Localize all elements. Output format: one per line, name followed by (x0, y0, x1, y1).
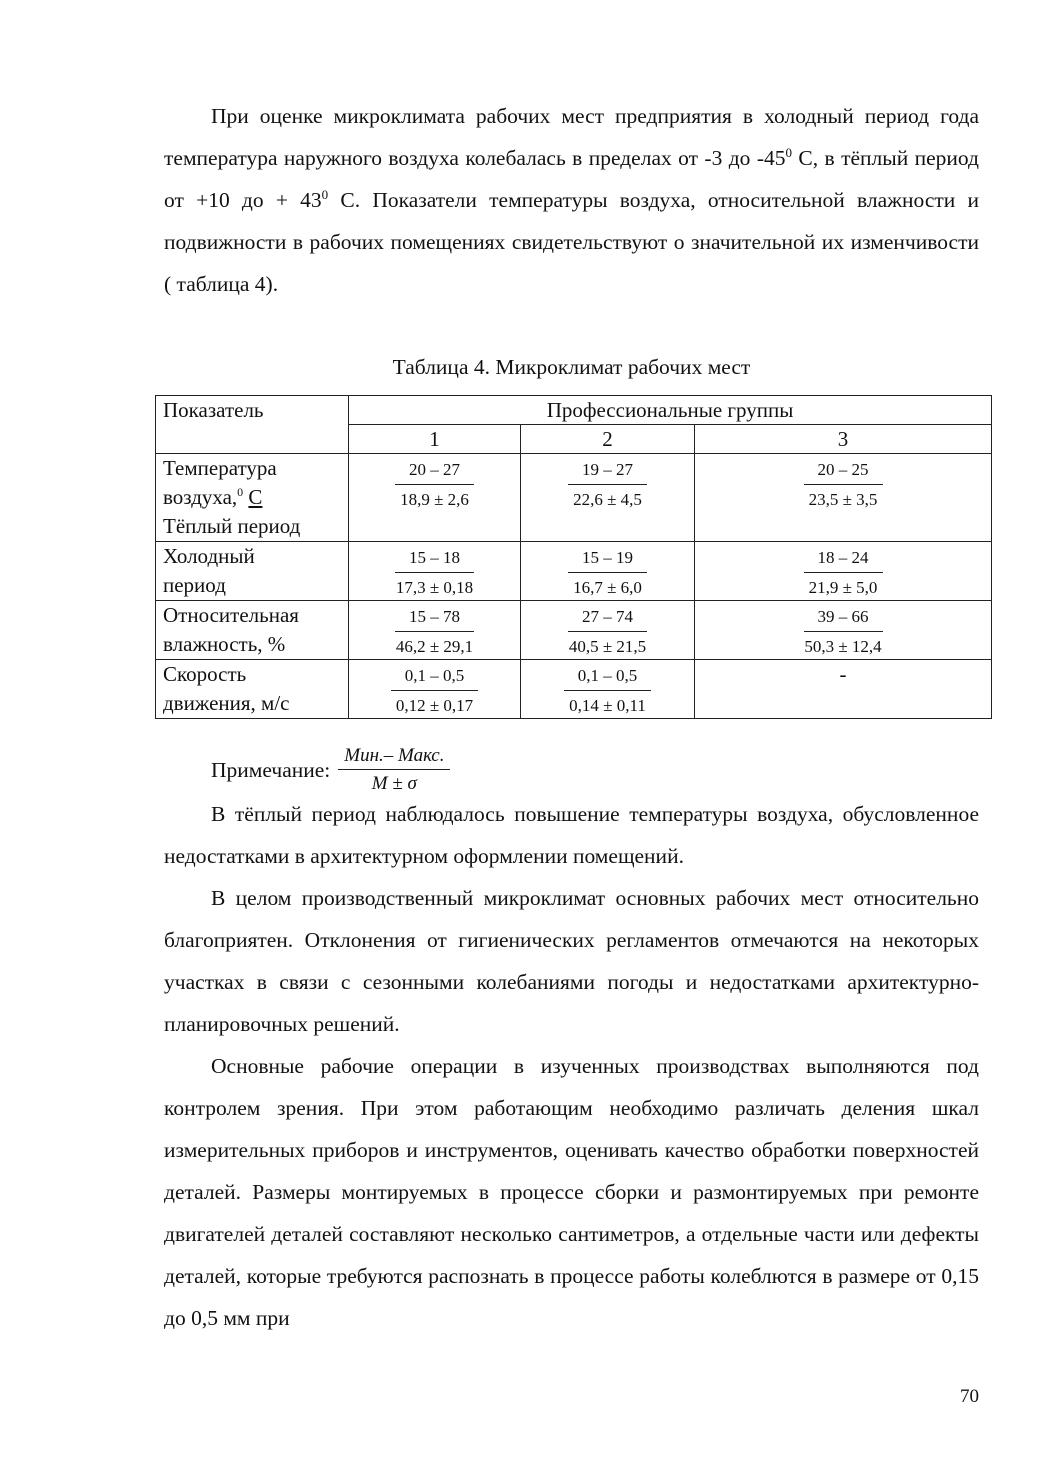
range-value: 15 – 19 (568, 547, 647, 573)
value-fraction (382, 665, 487, 717)
mean-value: 40,5 ± 21,5 (568, 637, 647, 656)
range-value: 20 – 25 (804, 459, 883, 485)
note-formula (338, 745, 450, 795)
mean-value: 0,14 ± 0,11 (569, 696, 646, 715)
note-denominator: М ± σ (371, 773, 417, 794)
mean-value: 46,2 ± 29,1 (395, 637, 474, 656)
value-fraction (795, 459, 892, 511)
table-cell (349, 660, 521, 719)
table-cell (349, 542, 521, 601)
row-label-line: Температура (163, 456, 277, 480)
mean-value: 18,9 ± 2,6 (400, 490, 469, 509)
table-note (211, 745, 450, 795)
row-label-line: воздуха, (163, 485, 238, 509)
mean-value: 23,5 ± 3,5 (808, 490, 878, 509)
range-value: 0,1 – 0,5 (564, 665, 652, 691)
paragraph-intro (164, 95, 979, 305)
table-cell (695, 454, 992, 542)
paragraph-overall (164, 877, 979, 1045)
table-cell (521, 454, 695, 542)
range-value: 19 – 27 (568, 459, 647, 485)
table-row (156, 660, 992, 719)
table-header-row (156, 396, 992, 425)
paragraph-warm-period (164, 793, 979, 877)
mean-value: 0,12 ± 0,17 (395, 696, 474, 715)
value-fraction (382, 547, 487, 599)
table-cell (349, 601, 521, 660)
value-fraction (555, 606, 660, 658)
paragraph-operations-text: Основные рабочие операции в изученных производствах выполняются под контролем зрения. При этом работающим необходимо различать деления шкал измерительных приборов и инструментов, оценивать качество обработки поверхностей деталей. Размеры монтируемых в процессе сборки и размонтируемых при ремонте двигателей деталей составляют несколько сантиметров, а отдельные части или дефекты деталей, которые требуются распознать в процессе работы колеблются в размере от 0,15 до 0,5 мм при (164, 1054, 979, 1330)
mean-value: 22,6 ± 4,5 (573, 490, 642, 509)
row-label-temperature (156, 454, 349, 542)
degree-sup-2: 0 (321, 186, 329, 202)
row-label-air-speed (156, 660, 349, 719)
row-label-cold-period (156, 542, 349, 601)
value-fraction (559, 547, 656, 599)
note-label: Примечание: (211, 757, 331, 782)
range-value: 15 – 18 (395, 547, 474, 573)
paragraph-intro-text-1: При оценке микроклимата рабочих мест предприятия в холодный период года температура наружного воздуха колебалась в пределах от -3 до -45 (164, 104, 979, 170)
microclimate-table (155, 395, 992, 719)
group-header-2: 2 (521, 425, 695, 454)
paragraph-intro-text-2: С, в тёплый период от +10 до + 43 (164, 146, 979, 212)
mean-value: 50,3 ± 12,4 (804, 637, 882, 656)
table-row (156, 542, 992, 601)
degree-sup-1: 0 (785, 144, 792, 160)
table-caption: Таблица 4. Микроклимат рабочих мест (392, 355, 751, 379)
table-cell (521, 542, 695, 601)
paragraph-warm-period-text: В тёплый период наблюдалось повышение температуры воздуха, обусловленное недостатками в архитектурном оформлении помещений. (164, 802, 979, 868)
paragraph-operations (164, 1045, 979, 1339)
row-label-line: период (163, 573, 226, 597)
table-row (156, 454, 992, 542)
range-value: 18 – 24 (804, 547, 883, 573)
table-cell (349, 454, 521, 542)
row-label-line: Тёплый период (163, 514, 301, 538)
range-value: 15 – 78 (395, 606, 474, 632)
value-fraction (795, 547, 892, 599)
range-value: 39 – 66 (804, 606, 883, 632)
range-value: 20 – 27 (395, 459, 474, 485)
value-fraction (559, 459, 656, 511)
table-cell-empty: - (695, 660, 992, 719)
row-label-line: Скорость (163, 662, 247, 686)
table-cell (521, 660, 695, 719)
mean-value: 21,9 ± 5,0 (808, 578, 878, 597)
row-label-line: движения, м/с (163, 691, 290, 715)
row-label-line: Холодный (163, 544, 255, 568)
page-number: 70 (960, 1386, 979, 1407)
group-header-1: 1 (349, 425, 521, 454)
row-label-humidity (156, 601, 349, 660)
table-cell (695, 542, 992, 601)
row-label-line: влажность, % (163, 632, 286, 656)
value-fraction (555, 665, 660, 717)
value-fraction (790, 606, 895, 658)
table-row (156, 601, 992, 660)
paragraph-intro-text-3: С. Показатели температуры воздуха, относительной влажности и подвижности в рабочих помещениях свидетельствуют о значительной их изменчивости ( таблица 4). (164, 188, 979, 296)
group-header-3: 3 (695, 425, 992, 454)
range-value: 0,1 – 0,5 (391, 665, 479, 691)
note-numerator: Мин.– Макс. (338, 745, 450, 770)
header-groups: Профессиональные группы (349, 396, 992, 425)
row-label-line: Относительная (163, 603, 299, 627)
mean-value: 17,3 ± 0,18 (395, 578, 474, 597)
table-cell (521, 601, 695, 660)
paragraph-overall-text: В целом производственный микроклимат основных рабочих мест относительно благоприятен. Отклонения от гигиенических регламентов отмечаются на некоторых участках в связи с сезонными колебаниями погоды и недостатками архитектурно- планировочных решений. (164, 886, 979, 1036)
mean-value: 16,7 ± 6,0 (573, 578, 642, 597)
value-fraction (386, 459, 483, 511)
range-value: 27 – 74 (568, 606, 647, 632)
degree-sup: 0 (237, 485, 244, 499)
unit-label: С (248, 485, 263, 509)
table-cell (695, 601, 992, 660)
header-indicator: Показатель (156, 396, 349, 454)
value-fraction (382, 606, 487, 658)
